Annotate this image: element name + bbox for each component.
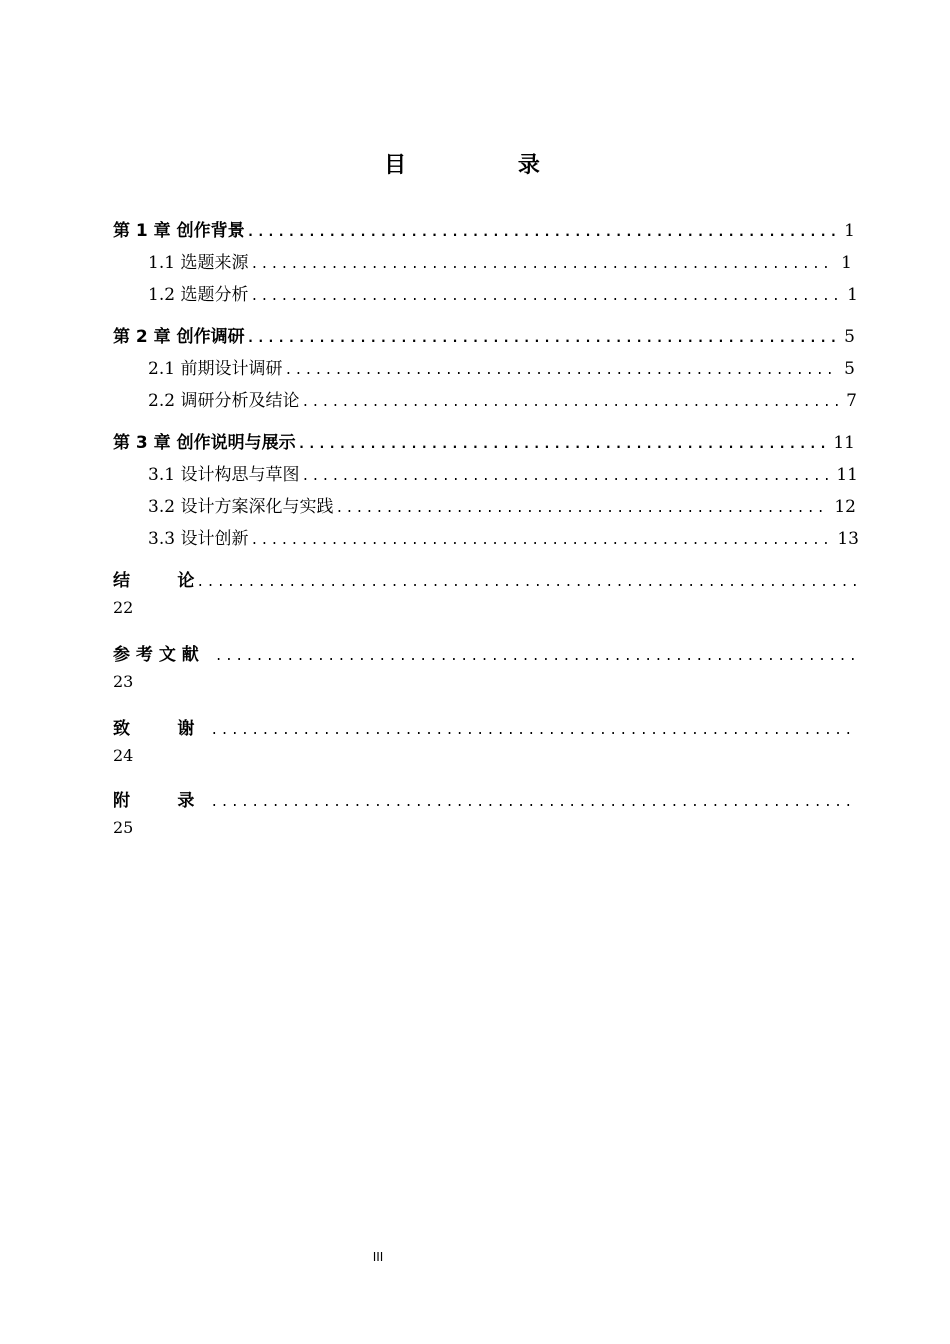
toc-entry-label: 第 3 章 创作说明与展示 <box>113 433 296 450</box>
toc-entry-page: 24 <box>113 746 134 765</box>
toc-entry-chapter-2[interactable] <box>113 322 855 344</box>
dot-leader <box>299 395 840 408</box>
toc-entry-acknowledgements[interactable] <box>113 714 857 736</box>
toc-entry-label: 附 录 <box>113 791 195 808</box>
toc-entry-references[interactable] <box>113 640 857 662</box>
toc-entry-1-2[interactable] <box>148 280 858 302</box>
dot-leader <box>248 289 841 302</box>
toc-entry-label: 1.2 选题分析 <box>148 285 249 302</box>
toc-entry-label: 致 谢 <box>113 719 195 736</box>
dot-leader <box>333 501 828 514</box>
toc-entry-page: 13 <box>837 529 859 546</box>
toc-entry-3-2[interactable] <box>148 492 856 514</box>
toc-entry-page: 11 <box>833 433 855 450</box>
dot-leader <box>245 225 839 238</box>
toc-title: 目 录 <box>384 153 592 178</box>
dot-leader <box>194 575 857 588</box>
toc-entry-label: 2.1 前期设计调研 <box>148 359 283 376</box>
toc-entry-appendix[interactable] <box>113 786 857 808</box>
toc-entry-label: 2.2 调研分析及结论 <box>148 391 300 408</box>
dot-leader <box>194 723 857 736</box>
toc-entry-3-3[interactable] <box>148 524 859 546</box>
toc-entry-page: 1 <box>847 285 858 302</box>
toc-entry-2-1[interactable] <box>148 354 855 376</box>
toc-entry-page: 5 <box>844 359 855 376</box>
dot-leader <box>248 533 831 546</box>
toc-entry-chapter-1[interactable] <box>113 216 855 238</box>
dot-leader <box>248 257 835 270</box>
dot-leader <box>299 469 830 482</box>
toc-entry-label: 第 1 章 创作背景 <box>113 221 245 238</box>
toc-entry-page: 7 <box>846 391 857 408</box>
dot-leader <box>282 363 838 376</box>
toc-entry-2-2[interactable] <box>148 386 857 408</box>
toc-entry-page: 22 <box>113 598 134 617</box>
toc-entry-page: 12 <box>834 497 856 514</box>
toc-entry-chapter-3[interactable] <box>113 428 855 450</box>
toc-entry-page: 25 <box>113 818 134 837</box>
toc-entry-page: 11 <box>836 465 858 482</box>
toc-entry-label: 1.1 选题来源 <box>148 253 249 270</box>
toc-entry-page: 5 <box>844 327 855 344</box>
toc-entry-1-1[interactable] <box>148 248 852 270</box>
toc-entry-page: 1 <box>841 253 852 270</box>
dot-leader <box>194 795 857 808</box>
page-number-footer: III <box>372 1250 384 1264</box>
toc-entry-page: 23 <box>113 672 134 691</box>
toc-entry-page: 1 <box>844 221 855 238</box>
toc-entry-label: 3.2 设计方案深化与实践 <box>148 497 334 514</box>
toc-entry-label: 3.3 设计创新 <box>148 529 249 546</box>
toc-entry-conclusion[interactable] <box>113 566 857 588</box>
toc-entry-label: 第 2 章 创作调研 <box>113 327 245 344</box>
dot-leader <box>199 649 857 662</box>
toc-entry-label: 3.1 设计构思与草图 <box>148 465 300 482</box>
dot-leader <box>296 437 828 450</box>
toc-entry-label: 参 考 文 献 <box>113 645 199 662</box>
toc-entry-3-1[interactable] <box>148 460 858 482</box>
toc-entry-label: 结 论 <box>113 571 195 588</box>
dot-leader <box>245 331 839 344</box>
